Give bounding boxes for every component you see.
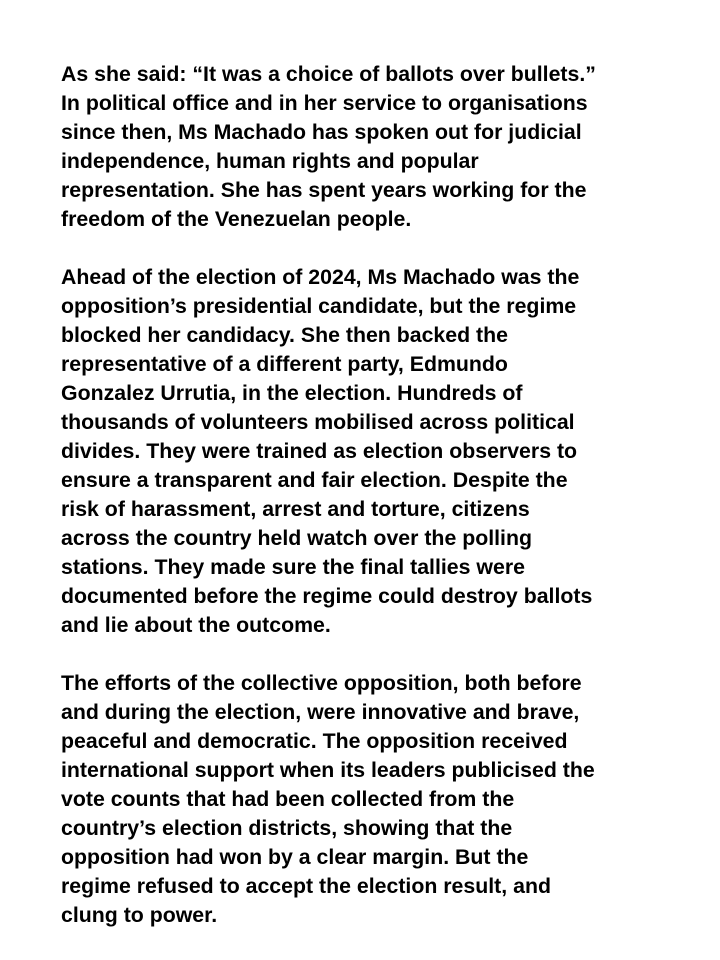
text-line: documented before the regime could destroy ballots	[61, 584, 593, 608]
text-line: independence, human rights and popular	[61, 149, 479, 173]
text-line: divides. They were trained as election observers to	[61, 439, 578, 463]
text-line: In political office and in her service to organisations	[61, 91, 588, 115]
text-line: and lie about the outcome.	[61, 613, 331, 637]
text-line: stations. They made sure the final tallies were	[61, 555, 525, 579]
text-line: blocked her candidacy. She then backed the	[61, 323, 508, 347]
text-line: The efforts of the collective opposition, both before	[61, 671, 582, 695]
paragraph-spacer	[61, 640, 671, 669]
text-line: and during the election, were innovative and brave,	[61, 700, 580, 724]
paragraph-1	[61, 60, 671, 234]
text-line: ensure a transparent and fair election. Despite the	[61, 468, 568, 492]
text-line: across the country held watch over the polling	[61, 526, 532, 550]
paragraph-2	[61, 263, 671, 640]
text-line: Gonzalez Urrutia, in the election. Hundreds of	[61, 381, 523, 405]
text-line: opposition’s presidential candidate, but the regime	[61, 294, 577, 318]
text-line: country’s election districts, showing that the	[61, 816, 513, 840]
text-line: Ahead of the election of 2024, Ms Machado was the	[61, 265, 580, 289]
document-body	[61, 60, 671, 930]
text-line: risk of harassment, arrest and torture, citizens	[61, 497, 530, 521]
text-line: international support when its leaders publicised the	[61, 758, 595, 782]
text-line: regime refused to accept the election result, and	[61, 874, 551, 898]
text-line: representative of a different party, Edmundo	[61, 352, 508, 376]
text-line: freedom of the Venezuelan people.	[61, 207, 412, 231]
text-line: opposition had won by a clear margin. But the	[61, 845, 529, 869]
text-line: As she said: “It was a choice of ballots over bullets.”	[61, 62, 596, 86]
paragraph-3	[61, 669, 671, 930]
paragraph-spacer	[61, 234, 671, 263]
text-line: representation. She has spent years working for the	[61, 178, 587, 202]
text-line: clung to power.	[61, 903, 218, 927]
text-line: since then, Ms Machado has spoken out for judicial	[61, 120, 582, 144]
text-line: peaceful and democratic. The opposition received	[61, 729, 568, 753]
text-line: vote counts that had been collected from the	[61, 787, 515, 811]
text-line: thousands of volunteers mobilised across political	[61, 410, 575, 434]
